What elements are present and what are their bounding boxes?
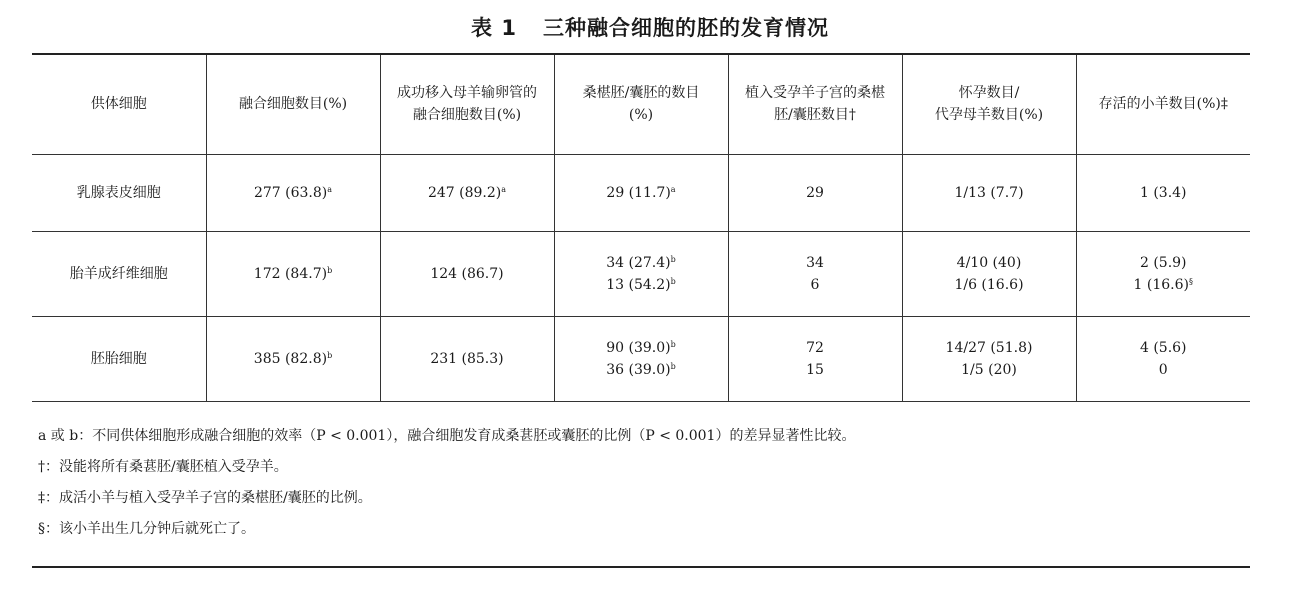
cell-value bbox=[1081, 182, 1247, 204]
significance-marker: a bbox=[501, 184, 507, 194]
table-cell bbox=[554, 154, 728, 231]
significance-marker: a bbox=[670, 184, 676, 194]
cell-value bbox=[36, 263, 202, 285]
cell-value bbox=[907, 182, 1072, 204]
table-cell bbox=[206, 154, 380, 231]
significance-marker: b bbox=[670, 339, 676, 349]
significance-marker: § bbox=[1188, 276, 1193, 286]
cell-value bbox=[733, 252, 898, 274]
value-text: 1 (16.6) bbox=[1133, 276, 1189, 293]
footnote: ‡：成活小羊与植入受孕羊子宫的桑椹胚/囊胚的比例。 bbox=[38, 490, 372, 506]
table-cell bbox=[554, 316, 728, 401]
header-text: 胚/囊胚数目† bbox=[774, 107, 856, 124]
cell-value bbox=[36, 182, 202, 204]
table-number: 表 1 bbox=[471, 16, 517, 40]
cell-value bbox=[1081, 274, 1247, 296]
significance-marker: b bbox=[670, 254, 676, 264]
bottom-rule bbox=[32, 566, 1250, 568]
column-header bbox=[1076, 54, 1250, 154]
header-row bbox=[32, 54, 1250, 154]
cell-value bbox=[36, 348, 202, 370]
table-cell bbox=[206, 231, 380, 316]
value-text: 29 (11.7) bbox=[606, 184, 671, 201]
value-text: 0 bbox=[1158, 361, 1168, 378]
table-cell bbox=[32, 316, 206, 401]
value-text: 4 (5.6) bbox=[1139, 339, 1187, 356]
cell-value bbox=[733, 274, 898, 296]
cell-value bbox=[211, 348, 376, 370]
footnote: †：没能将所有桑葚胚/囊胚植入受孕羊。 bbox=[38, 459, 288, 475]
cell-value bbox=[1081, 337, 1247, 359]
table-cell bbox=[554, 231, 728, 316]
value-text: 34 bbox=[806, 254, 824, 271]
table-title bbox=[0, 12, 1300, 42]
cell-value bbox=[385, 348, 550, 370]
footnote: a 或 b：不同供体细胞形成融合细胞的效率（P < 0.001），融合细胞发育成桑葚胚或囊胚的比例（P < 0.001）的差异显著性比较。 bbox=[38, 428, 856, 444]
column-header bbox=[902, 54, 1076, 154]
header-text: 供体细胞 bbox=[90, 96, 147, 113]
value-text: 172 (84.7) bbox=[253, 265, 328, 282]
table-cell bbox=[902, 231, 1076, 316]
significance-marker: b bbox=[670, 276, 676, 286]
value-text: 72 bbox=[806, 339, 824, 356]
value-text: 4/10 (40) bbox=[956, 254, 1022, 271]
value-text: 1/13 (7.7) bbox=[954, 184, 1024, 201]
value-text: 2 (5.9) bbox=[1139, 254, 1187, 271]
cell-value bbox=[211, 182, 376, 204]
header-text: 怀孕数目/ bbox=[958, 85, 1020, 102]
table-cell bbox=[380, 231, 554, 316]
column-header bbox=[380, 54, 554, 154]
value-text: 1/5 (20) bbox=[961, 361, 1017, 378]
value-text: 34 (27.4) bbox=[606, 254, 671, 271]
value-text: 1 (3.4) bbox=[1139, 184, 1187, 201]
column-header bbox=[206, 54, 380, 154]
value-text: 胎羊成纤维细胞 bbox=[69, 265, 168, 282]
cell-value bbox=[385, 182, 550, 204]
column-header bbox=[554, 54, 728, 154]
header-text: 桑椹胚/囊胚的数目 bbox=[582, 85, 700, 102]
table-cell bbox=[902, 154, 1076, 231]
cell-value bbox=[907, 337, 1072, 359]
value-text: 385 (82.8) bbox=[253, 350, 328, 367]
value-text: 胚胎细胞 bbox=[90, 350, 147, 367]
cell-value bbox=[1081, 359, 1247, 381]
table-cell bbox=[728, 154, 902, 231]
value-text: 15 bbox=[806, 361, 824, 378]
table-cell bbox=[1076, 154, 1250, 231]
value-text: 231 (85.3) bbox=[430, 350, 504, 367]
table-cell bbox=[1076, 316, 1250, 401]
value-text: 247 (89.2) bbox=[427, 184, 502, 201]
table-cell bbox=[902, 316, 1076, 401]
cell-value bbox=[559, 359, 724, 381]
cell-value bbox=[907, 274, 1072, 296]
value-text: 124 (86.7) bbox=[430, 265, 504, 282]
table-cell bbox=[728, 316, 902, 401]
value-text: 90 (39.0) bbox=[606, 339, 671, 356]
cell-value bbox=[907, 359, 1072, 381]
footnote: §：该小羊出生几分钟后就死亡了。 bbox=[38, 521, 255, 537]
table-cell bbox=[32, 154, 206, 231]
table-row bbox=[32, 316, 1250, 401]
significance-marker: b bbox=[327, 350, 333, 360]
table-cell bbox=[1076, 231, 1250, 316]
header-text: 成功移入母羊输卵管的 bbox=[397, 85, 537, 102]
value-text: 13 (54.2) bbox=[606, 276, 671, 293]
cell-value bbox=[559, 182, 724, 204]
cell-value bbox=[733, 359, 898, 381]
value-text: 乳腺表皮细胞 bbox=[76, 184, 161, 201]
significance-marker: b bbox=[670, 361, 676, 371]
header-text: 融合细胞数目(%) bbox=[238, 96, 348, 113]
table-cell bbox=[728, 231, 902, 316]
table-row bbox=[32, 231, 1250, 316]
cell-value bbox=[907, 252, 1072, 274]
value-text: 29 bbox=[806, 184, 824, 201]
cell-value bbox=[559, 252, 724, 274]
table-body bbox=[32, 154, 1250, 401]
table-row bbox=[32, 154, 1250, 231]
value-text: 6 bbox=[810, 276, 820, 293]
data-table bbox=[32, 53, 1250, 402]
value-text: 14/27 (51.8) bbox=[945, 339, 1033, 356]
cell-value bbox=[559, 337, 724, 359]
header-text: 代孕母羊数目(%) bbox=[934, 107, 1044, 124]
significance-marker: b bbox=[327, 265, 333, 275]
cell-value bbox=[733, 337, 898, 359]
table-caption: 三种融合细胞的胚的发育情况 bbox=[542, 16, 829, 40]
cell-value bbox=[385, 263, 550, 285]
column-header bbox=[728, 54, 902, 154]
header-text: (%) bbox=[628, 107, 654, 124]
cell-value bbox=[1081, 252, 1247, 274]
header-text: 融合细胞数目(%) bbox=[412, 107, 522, 124]
column-header bbox=[32, 54, 206, 154]
significance-marker: a bbox=[327, 184, 333, 194]
value-text: 36 (39.0) bbox=[606, 361, 671, 378]
value-text: 277 (63.8) bbox=[253, 184, 328, 201]
cell-value bbox=[559, 274, 724, 296]
cell-value bbox=[211, 263, 376, 285]
table-cell bbox=[380, 154, 554, 231]
header-text: 植入受孕羊子宫的桑椹 bbox=[745, 85, 885, 102]
table-cell bbox=[380, 316, 554, 401]
table-cell bbox=[32, 231, 206, 316]
cell-value bbox=[733, 182, 898, 204]
footnotes bbox=[38, 424, 1238, 548]
header-text: 存活的小羊数目(%)‡ bbox=[1098, 96, 1228, 113]
value-text: 1/6 (16.6) bbox=[954, 276, 1024, 293]
table-cell bbox=[206, 316, 380, 401]
